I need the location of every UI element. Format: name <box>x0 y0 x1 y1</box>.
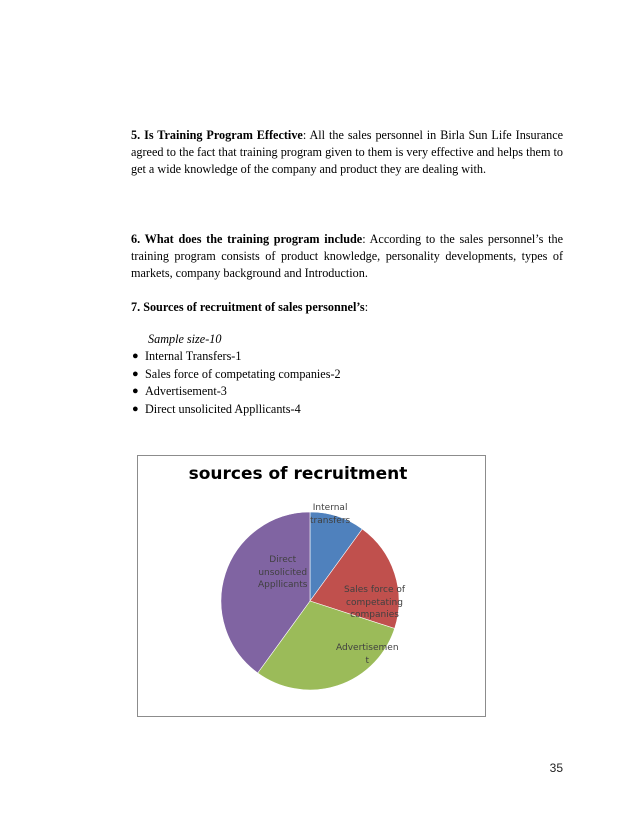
bullet-icon: ● <box>132 385 139 397</box>
list-item <box>132 383 341 401</box>
section-heading: What does the training program include <box>144 232 363 246</box>
bullet-icon: ● <box>132 350 139 362</box>
slice-label: Direct unsolicited Appllicants <box>258 555 308 590</box>
page-number: 35 <box>549 761 563 775</box>
pie-chart <box>137 455 486 717</box>
list-item <box>132 366 341 384</box>
section-body: : <box>364 300 369 314</box>
list-item-text: Direct unsolicited Appllicants-4 <box>145 401 301 416</box>
slice-label: Internal transfers <box>310 503 351 526</box>
section-training-includes <box>131 231 563 282</box>
slice-label: Sales force of competating companies <box>344 585 406 620</box>
bullet-icon: ● <box>132 367 139 380</box>
section-recruitment-sources <box>131 299 563 316</box>
list-item-text: Internal Transfers-1 <box>145 349 242 363</box>
pie-chart-svg <box>138 456 485 716</box>
section-number: 5. <box>131 128 145 142</box>
section-heading: Is Training Program Effective <box>144 128 303 142</box>
section-body: : According to the sales personnel’s the training program consists of product knowledge, personality developments, types of markets, company background and Introduction. <box>131 232 564 280</box>
bullet-icon: ● <box>132 402 139 415</box>
section-number: 7. <box>131 300 144 314</box>
recruitment-list <box>132 348 341 418</box>
section-body: : All the sales personnel in Birla Sun Life Insurance agreed to the fact that training program given to them is very effective and helps them to get a wide knowledge of the company and product they are dealing with. <box>131 128 564 176</box>
chart-title: sources of recruitment <box>188 464 408 484</box>
list-item-text: Advertisement-3 <box>145 384 227 398</box>
section-training-effective <box>131 127 563 178</box>
list-item <box>132 348 341 366</box>
section-heading: Sources of recruitment of sales personnel’s <box>143 300 365 314</box>
sample-size: Sample size-10 <box>148 332 222 346</box>
slice-label: Advertisemen t <box>336 643 399 666</box>
list-item-text: Sales force of competating companies-2 <box>145 366 341 381</box>
list-item <box>132 401 341 419</box>
section-number: 6. <box>131 232 145 246</box>
